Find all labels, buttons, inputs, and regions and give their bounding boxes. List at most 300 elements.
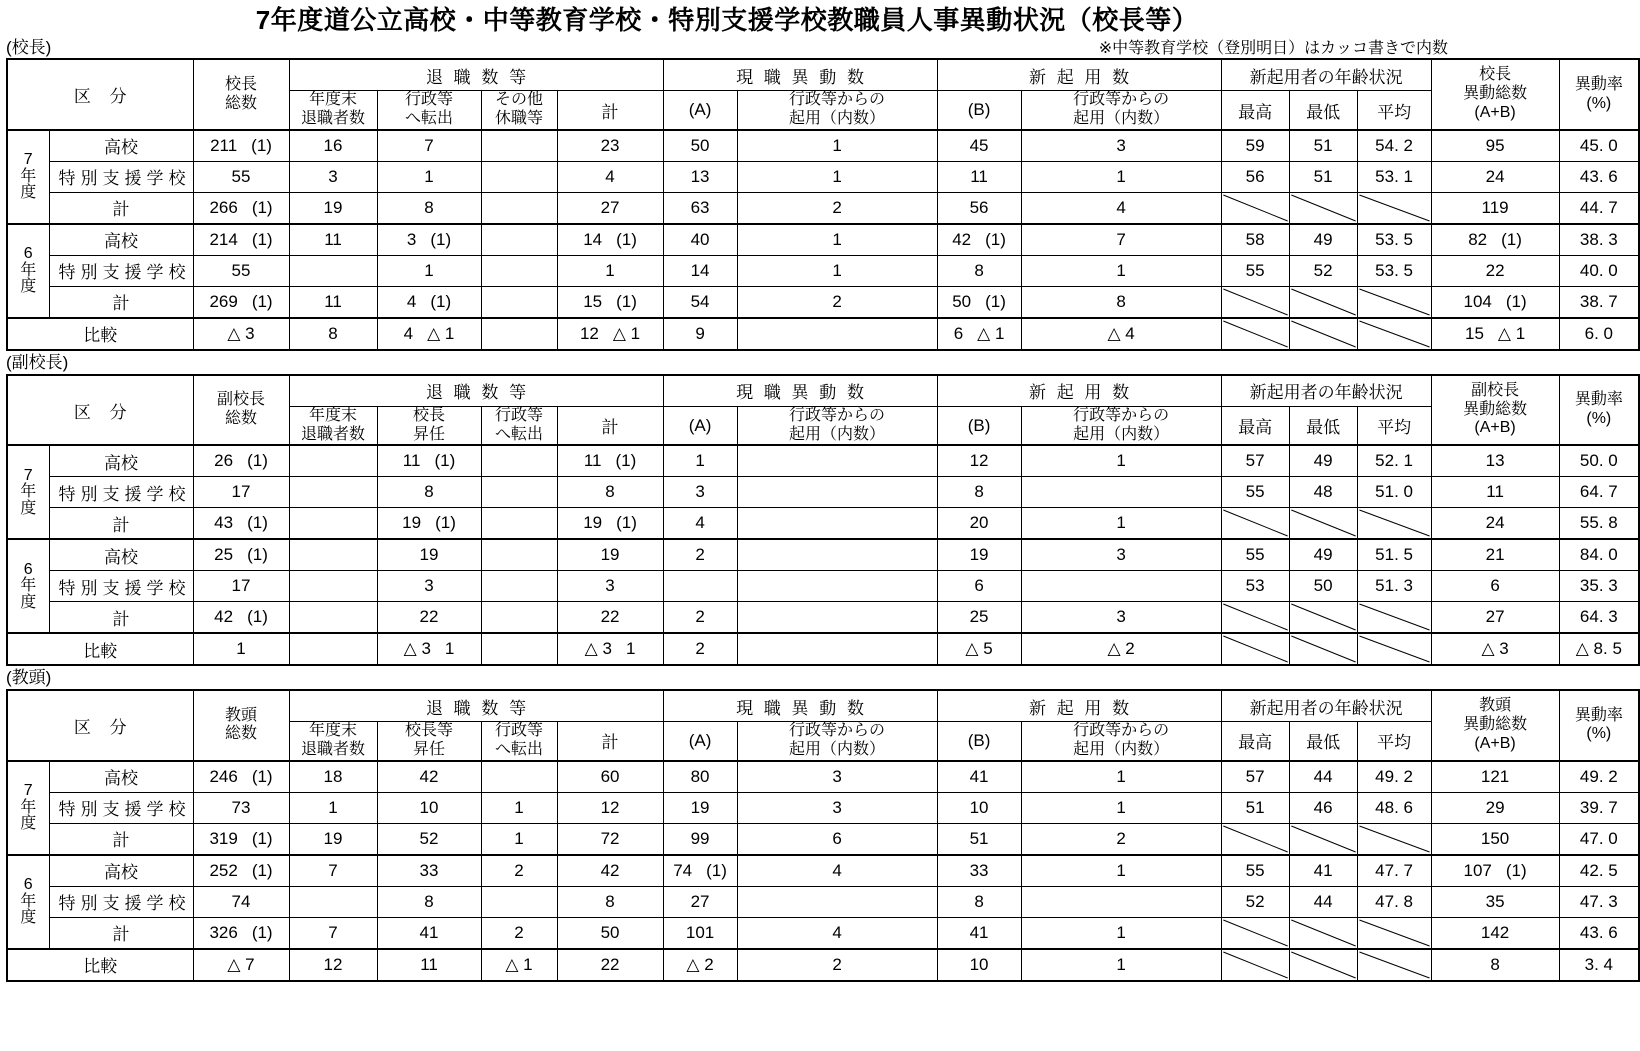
cell-age-avg-na	[1357, 192, 1431, 224]
header-idou-rate: 異動率 (%)	[1559, 375, 1639, 446]
header-age-group: 新起用者の年齢状況	[1221, 59, 1431, 91]
header-shinkiyou-group: 新 起 用 数	[937, 59, 1221, 91]
cell-taishoku-3	[481, 886, 557, 917]
cell-taishoku-4: 8	[557, 477, 663, 508]
cell-genshoku-a-inner: 1	[737, 255, 937, 286]
year-group-label: 7 年 度	[7, 761, 49, 855]
table-row	[7, 949, 1639, 981]
cell-age-min: 50	[1289, 571, 1357, 602]
header-a-label: (A)	[663, 91, 737, 130]
cell-taishoku-4: 3	[557, 571, 663, 602]
year-group-label: 6 年 度	[7, 539, 49, 633]
header-taishoku-group: 退 職 数 等	[289, 59, 663, 91]
row-label: 特別支援学校	[49, 477, 193, 508]
cell-age-max: 57	[1221, 445, 1289, 477]
cell-genshoku-a: △ 2	[663, 949, 737, 981]
section-table-wrapper	[6, 58, 1623, 351]
cell-genshoku-a-inner: 3	[737, 792, 937, 823]
cell-age-min-na	[1289, 508, 1357, 540]
cell-age-avg: 51. 3	[1357, 571, 1431, 602]
cell-taishoku-4: 27	[557, 192, 663, 224]
cell-age-min: 46	[1289, 792, 1357, 823]
cell-age-min: 44	[1289, 886, 1357, 917]
header-taishoku-kei: 計	[557, 406, 663, 445]
header-gyosei-tenshutsu: 行政等 へ転出	[481, 406, 557, 445]
cell-taishoku-2: 19 (1)	[377, 508, 481, 540]
cell-idou-rate: 47. 3	[1559, 886, 1639, 917]
page-title: 7年度道公立高校・中等教育学校・特別支援学校教職員人事異動状況（校長等）	[255, 5, 1199, 35]
cell-age-max: 55	[1221, 855, 1289, 887]
cell-taishoku-2: 22	[377, 602, 481, 634]
cell-taishoku-4: 15 (1)	[557, 286, 663, 318]
cell-total-count: 55	[193, 255, 289, 286]
cell-taishoku-4: 72	[557, 823, 663, 855]
cell-taishoku-3	[481, 571, 557, 602]
row-label: 計	[49, 192, 193, 224]
cell-taishoku-2: △ 3 1	[377, 633, 481, 665]
cell-genshoku-a-inner: 1	[737, 224, 937, 256]
compare-row-label: 比較	[7, 633, 193, 665]
year-group-label: 6 年 度	[7, 855, 49, 949]
cell-shinkiyou-b: 42 (1)	[937, 224, 1021, 256]
table-row	[7, 823, 1639, 855]
table-row	[7, 571, 1639, 602]
cell-genshoku-a: 74 (1)	[663, 855, 737, 887]
cell-taishoku-2: 42	[377, 761, 481, 793]
table-header-row	[7, 375, 1639, 407]
cell-total-count: 211 (1)	[193, 130, 289, 162]
cell-age-min: 49	[1289, 539, 1357, 571]
cell-genshoku-a-inner	[737, 539, 937, 571]
cell-age-max-na	[1221, 917, 1289, 949]
header-b-label: (B)	[937, 722, 1021, 761]
cell-taishoku-4: △ 3 1	[557, 633, 663, 665]
cell-age-avg-na	[1357, 602, 1431, 634]
cell-age-min: 51	[1289, 130, 1357, 162]
cell-age-min-na	[1289, 602, 1357, 634]
cell-idou-rate: 45. 0	[1559, 130, 1639, 162]
cell-genshoku-a-inner: 1	[737, 130, 937, 162]
cell-taishoku-4: 60	[557, 761, 663, 793]
table-row	[7, 761, 1639, 793]
cell-idou-rate: 35. 3	[1559, 571, 1639, 602]
cell-shinkiyou-b: 8	[937, 477, 1021, 508]
cell-idou-rate: 3. 4	[1559, 949, 1639, 981]
cell-taishoku-2: 8	[377, 192, 481, 224]
cell-idou-total: 24	[1431, 161, 1559, 192]
cell-idou-total: 29	[1431, 792, 1559, 823]
header-a-label: (A)	[663, 406, 737, 445]
cell-idou-rate: 64. 7	[1559, 477, 1639, 508]
cell-taishoku-4: 1	[557, 255, 663, 286]
cell-total-count: △ 7	[193, 949, 289, 981]
cell-total-count: 73	[193, 792, 289, 823]
header-kubun: 区 分	[7, 59, 193, 130]
cell-taishoku-4: 12 △ 1	[557, 318, 663, 350]
cell-taishoku-2: 11 (1)	[377, 445, 481, 477]
cell-genshoku-a-inner: 2	[737, 949, 937, 981]
cell-shinkiyou-b-inner	[1021, 477, 1221, 508]
cell-age-min: 52	[1289, 255, 1357, 286]
cell-shinkiyou-b-inner	[1021, 571, 1221, 602]
cell-taishoku-1: 12	[289, 949, 377, 981]
cell-age-max: 59	[1221, 130, 1289, 162]
table-row	[7, 286, 1639, 318]
personnel-table	[6, 374, 1640, 667]
table-row	[7, 477, 1639, 508]
cell-shinkiyou-b: 41	[937, 917, 1021, 949]
cell-taishoku-3	[481, 318, 557, 350]
header-age-max: 最高	[1221, 91, 1289, 130]
header-kouchotou-shounin: 校長等 昇任	[377, 722, 481, 761]
cell-taishoku-3	[481, 192, 557, 224]
cell-idou-total: 11	[1431, 477, 1559, 508]
cell-age-avg: 48. 6	[1357, 792, 1431, 823]
cell-idou-rate: 38. 3	[1559, 224, 1639, 256]
compare-row-label: 比較	[7, 949, 193, 981]
section-caption-row	[6, 669, 1448, 688]
compare-row-label: 比較	[7, 318, 193, 350]
cell-age-max-na	[1221, 508, 1289, 540]
cell-idou-rate: 64. 3	[1559, 602, 1639, 634]
cell-taishoku-4: 11 (1)	[557, 445, 663, 477]
cell-age-avg: 52. 1	[1357, 445, 1431, 477]
cell-idou-total: 150	[1431, 823, 1559, 855]
cell-taishoku-3	[481, 477, 557, 508]
cell-taishoku-2: 3	[377, 571, 481, 602]
cell-age-min: 48	[1289, 477, 1357, 508]
cell-taishoku-3	[481, 539, 557, 571]
cell-shinkiyou-b: 20	[937, 508, 1021, 540]
cell-genshoku-a-inner: 4	[737, 855, 937, 887]
cell-genshoku-a: 19	[663, 792, 737, 823]
row-label: 特別支援学校	[49, 886, 193, 917]
table-header-row	[7, 690, 1639, 722]
section-caption: (校長)	[6, 37, 52, 57]
cell-idou-total: 13	[1431, 445, 1559, 477]
header-kubun: 区 分	[7, 375, 193, 446]
cell-taishoku-1	[289, 255, 377, 286]
cell-idou-total: 104 (1)	[1431, 286, 1559, 318]
cell-idou-rate: △ 8. 5	[1559, 633, 1639, 665]
table-row	[7, 539, 1639, 571]
cell-taishoku-2: 3 (1)	[377, 224, 481, 256]
header-age-min: 最低	[1289, 722, 1357, 761]
cell-taishoku-1: 7	[289, 855, 377, 887]
row-label: 高校	[49, 130, 193, 162]
cell-shinkiyou-b: 45	[937, 130, 1021, 162]
cell-age-avg-na	[1357, 917, 1431, 949]
cell-idou-rate: 6. 0	[1559, 318, 1639, 350]
header-taishoku-group: 退 職 数 等	[289, 375, 663, 407]
section-caption: (教頭)	[6, 668, 52, 688]
cell-genshoku-a: 80	[663, 761, 737, 793]
table-row	[7, 508, 1639, 540]
cell-taishoku-1: 8	[289, 318, 377, 350]
cell-age-max: 52	[1221, 886, 1289, 917]
cell-total-count: 17	[193, 571, 289, 602]
cell-shinkiyou-b: 41	[937, 761, 1021, 793]
cell-age-max-na	[1221, 633, 1289, 665]
cell-age-avg: 51. 5	[1357, 539, 1431, 571]
cell-taishoku-1: 3	[289, 161, 377, 192]
header-idou-total: 教頭 異動総数 (A+B)	[1431, 690, 1559, 761]
cell-age-max: 51	[1221, 792, 1289, 823]
cell-shinkiyou-b-inner	[1021, 886, 1221, 917]
cell-idou-rate: 42. 5	[1559, 855, 1639, 887]
cell-taishoku-3: 2	[481, 917, 557, 949]
cell-idou-total: 21	[1431, 539, 1559, 571]
cell-taishoku-4: 22	[557, 949, 663, 981]
cell-genshoku-a: 1	[663, 445, 737, 477]
cell-total-count: 25 (1)	[193, 539, 289, 571]
header-gyosei-kiyou-b: 行政等からの 起用（内数）	[1021, 722, 1221, 761]
header-age-max: 最高	[1221, 406, 1289, 445]
cell-genshoku-a: 40	[663, 224, 737, 256]
header-b-label: (B)	[937, 406, 1021, 445]
cell-age-max: 55	[1221, 477, 1289, 508]
cell-taishoku-1: 11	[289, 286, 377, 318]
cell-taishoku-4: 50	[557, 917, 663, 949]
cell-shinkiyou-b: △ 5	[937, 633, 1021, 665]
cell-genshoku-a-inner	[737, 886, 937, 917]
cell-age-avg: 47. 8	[1357, 886, 1431, 917]
cell-idou-total: 8	[1431, 949, 1559, 981]
header-age-avg: 平均	[1357, 91, 1431, 130]
cell-genshoku-a: 101	[663, 917, 737, 949]
header-gyosei-kiyou-a: 行政等からの 起用（内数）	[737, 406, 937, 445]
cell-taishoku-4: 19	[557, 539, 663, 571]
cell-age-min-na	[1289, 633, 1357, 665]
cell-total-count: 266 (1)	[193, 192, 289, 224]
cell-shinkiyou-b-inner: 2	[1021, 823, 1221, 855]
cell-taishoku-2: 10	[377, 792, 481, 823]
cell-taishoku-3	[481, 508, 557, 540]
cell-total-count: 246 (1)	[193, 761, 289, 793]
header-total-count: 教頭 総数	[193, 690, 289, 761]
cell-idou-rate: 43. 6	[1559, 161, 1639, 192]
header-taishoku-kei: 計	[557, 91, 663, 130]
row-label: 計	[49, 602, 193, 634]
row-label: 特別支援学校	[49, 792, 193, 823]
cell-shinkiyou-b: 51	[937, 823, 1021, 855]
cell-age-avg: 51. 0	[1357, 477, 1431, 508]
header-genshoku-group: 現 職 異 動 数	[663, 690, 937, 722]
cell-shinkiyou-b-inner: 3	[1021, 130, 1221, 162]
table-header-row	[7, 59, 1639, 91]
cell-age-min-na	[1289, 192, 1357, 224]
cell-idou-total: 107 (1)	[1431, 855, 1559, 887]
cell-taishoku-4: 14 (1)	[557, 224, 663, 256]
cell-taishoku-2: 19	[377, 539, 481, 571]
personnel-table	[6, 58, 1640, 351]
header-taishoku-group: 退 職 数 等	[289, 690, 663, 722]
header-idou-rate: 異動率 (%)	[1559, 690, 1639, 761]
header-sonota-kyushoku: その他 休職等	[481, 91, 557, 130]
cell-age-max: 57	[1221, 761, 1289, 793]
header-age-group: 新起用者の年齢状況	[1221, 375, 1431, 407]
row-label: 高校	[49, 761, 193, 793]
cell-taishoku-1	[289, 602, 377, 634]
header-genshoku-group: 現 職 異 動 数	[663, 375, 937, 407]
cell-genshoku-a-inner: 1	[737, 161, 937, 192]
cell-shinkiyou-b: 10	[937, 949, 1021, 981]
header-gyosei-tenshutsu: 行政等 へ転出	[481, 722, 557, 761]
row-label: 計	[49, 917, 193, 949]
cell-taishoku-3: 2	[481, 855, 557, 887]
cell-total-count: 17	[193, 477, 289, 508]
cell-idou-total: 119	[1431, 192, 1559, 224]
cell-age-min-na	[1289, 823, 1357, 855]
cell-taishoku-2: 7	[377, 130, 481, 162]
cell-shinkiyou-b-inner: 3	[1021, 602, 1221, 634]
header-gyosei-tenshutsu: 行政等 へ転出	[377, 91, 481, 130]
cell-taishoku-2: 4 △ 1	[377, 318, 481, 350]
table-row	[7, 886, 1639, 917]
cell-age-max-na	[1221, 192, 1289, 224]
cell-taishoku-4: 19 (1)	[557, 508, 663, 540]
cell-age-min: 49	[1289, 224, 1357, 256]
cell-idou-rate: 39. 7	[1559, 792, 1639, 823]
header-age-group: 新起用者の年齢状況	[1221, 690, 1431, 722]
cell-shinkiyou-b: 8	[937, 886, 1021, 917]
cell-shinkiyou-b: 19	[937, 539, 1021, 571]
cell-genshoku-a: 2	[663, 633, 737, 665]
table-row	[7, 224, 1639, 256]
cell-age-max-na	[1221, 823, 1289, 855]
cell-shinkiyou-b-inner: 1	[1021, 255, 1221, 286]
cell-idou-rate: 43. 6	[1559, 917, 1639, 949]
section-caption-row	[6, 39, 1448, 58]
cell-taishoku-1	[289, 633, 377, 665]
year-group-label: 6 年 度	[7, 224, 49, 318]
cell-age-max: 56	[1221, 161, 1289, 192]
cell-idou-total: 27	[1431, 602, 1559, 634]
cell-age-max-na	[1221, 286, 1289, 318]
cell-total-count: 42 (1)	[193, 602, 289, 634]
header-idou-rate: 異動率 (%)	[1559, 59, 1639, 130]
cell-total-count: 269 (1)	[193, 286, 289, 318]
cell-genshoku-a-inner: 6	[737, 823, 937, 855]
cell-taishoku-3	[481, 224, 557, 256]
cell-shinkiyou-b: 6 △ 1	[937, 318, 1021, 350]
cell-genshoku-a: 50	[663, 130, 737, 162]
header-gyosei-kiyou-a: 行政等からの 起用（内数）	[737, 91, 937, 130]
cell-idou-rate: 84. 0	[1559, 539, 1639, 571]
cell-idou-total: 6	[1431, 571, 1559, 602]
cell-shinkiyou-b-inner: 1	[1021, 855, 1221, 887]
cell-idou-rate: 50. 0	[1559, 445, 1639, 477]
cell-shinkiyou-b-inner: 7	[1021, 224, 1221, 256]
cell-taishoku-3: 1	[481, 792, 557, 823]
cell-total-count: 214 (1)	[193, 224, 289, 256]
header-total-count: 副校長 総数	[193, 375, 289, 446]
cell-age-max: 58	[1221, 224, 1289, 256]
header-shinkiyou-group: 新 起 用 数	[937, 690, 1221, 722]
cell-taishoku-2: 8	[377, 477, 481, 508]
cell-taishoku-2: 1	[377, 161, 481, 192]
header-age-avg: 平均	[1357, 406, 1431, 445]
header-koucho-shounin: 校長 昇任	[377, 406, 481, 445]
cell-total-count: 252 (1)	[193, 855, 289, 887]
cell-age-min: 49	[1289, 445, 1357, 477]
cell-genshoku-a: 2	[663, 539, 737, 571]
section-table-wrapper	[6, 689, 1623, 982]
cell-taishoku-1	[289, 477, 377, 508]
header-idou-total: 副校長 異動総数 (A+B)	[1431, 375, 1559, 446]
table-row	[7, 855, 1639, 887]
cell-genshoku-a: 14	[663, 255, 737, 286]
row-label: 計	[49, 286, 193, 318]
cell-age-avg: 54. 2	[1357, 130, 1431, 162]
cell-shinkiyou-b-inner: 1	[1021, 792, 1221, 823]
cell-age-max: 55	[1221, 539, 1289, 571]
row-label: 高校	[49, 539, 193, 571]
table-row	[7, 602, 1639, 634]
cell-genshoku-a: 54	[663, 286, 737, 318]
table-row	[7, 792, 1639, 823]
row-label: 高校	[49, 445, 193, 477]
header-age-avg: 平均	[1357, 722, 1431, 761]
cell-idou-rate: 49. 2	[1559, 761, 1639, 793]
header-age-max: 最高	[1221, 722, 1289, 761]
cell-idou-total: 15 △ 1	[1431, 318, 1559, 350]
cell-genshoku-a-inner	[737, 633, 937, 665]
cell-age-avg: 53. 1	[1357, 161, 1431, 192]
cell-age-min: 51	[1289, 161, 1357, 192]
cell-genshoku-a-inner	[737, 477, 937, 508]
cell-age-avg-na	[1357, 508, 1431, 540]
cell-shinkiyou-b-inner: 1	[1021, 949, 1221, 981]
cell-age-min-na	[1289, 286, 1357, 318]
table-row	[7, 130, 1639, 162]
cell-total-count: 55	[193, 161, 289, 192]
cell-age-avg-na	[1357, 286, 1431, 318]
cell-taishoku-1	[289, 445, 377, 477]
cell-total-count: 26 (1)	[193, 445, 289, 477]
cell-taishoku-1	[289, 508, 377, 540]
cell-total-count: 1	[193, 633, 289, 665]
row-label: 高校	[49, 224, 193, 256]
cell-age-min-na	[1289, 917, 1357, 949]
cell-genshoku-a-inner	[737, 571, 937, 602]
header-nendomatsu: 年度末 退職者数	[289, 722, 377, 761]
cell-taishoku-1: 16	[289, 130, 377, 162]
cell-shinkiyou-b: 8	[937, 255, 1021, 286]
personnel-table	[6, 689, 1640, 982]
table-note: ※中等教育学校（登別明日）はカッコ書きで内数	[1098, 39, 1448, 57]
cell-age-max-na	[1221, 318, 1289, 350]
cell-taishoku-1: 19	[289, 823, 377, 855]
cell-shinkiyou-b: 56	[937, 192, 1021, 224]
header-nendomatsu: 年度末 退職者数	[289, 406, 377, 445]
cell-age-max: 53	[1221, 571, 1289, 602]
cell-taishoku-1	[289, 886, 377, 917]
cell-genshoku-a: 3	[663, 477, 737, 508]
cell-idou-rate: 47. 0	[1559, 823, 1639, 855]
cell-age-avg: 49. 2	[1357, 761, 1431, 793]
cell-age-max-na	[1221, 949, 1289, 981]
cell-taishoku-4: 8	[557, 886, 663, 917]
cell-genshoku-a: 2	[663, 602, 737, 634]
section-table-wrapper	[6, 374, 1623, 667]
cell-age-min-na	[1289, 949, 1357, 981]
table-row	[7, 192, 1639, 224]
cell-taishoku-3	[481, 255, 557, 286]
cell-total-count: 326 (1)	[193, 917, 289, 949]
cell-idou-rate: 44. 7	[1559, 192, 1639, 224]
cell-age-max: 55	[1221, 255, 1289, 286]
